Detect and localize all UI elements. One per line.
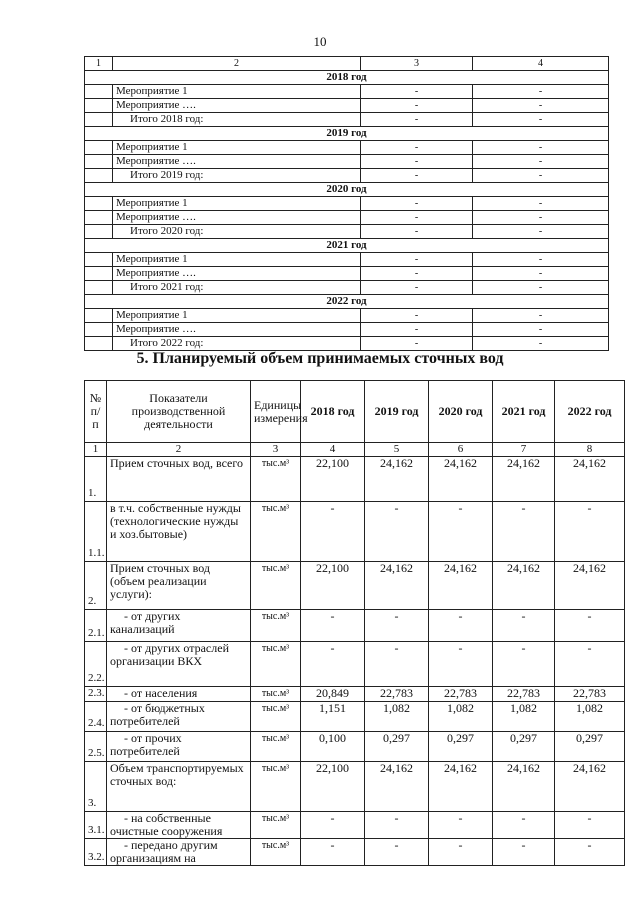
year-value: 1,082 bbox=[555, 702, 625, 732]
year-value: - bbox=[555, 812, 625, 839]
year-value: 0,100 bbox=[301, 732, 365, 762]
blank-cell bbox=[85, 85, 113, 99]
year-value: 22,783 bbox=[365, 687, 429, 702]
data-row bbox=[85, 562, 625, 610]
year-value: - bbox=[301, 642, 365, 687]
year-value: 24,162 bbox=[429, 457, 493, 502]
row-number: 1.1. bbox=[85, 502, 107, 562]
value-col3: - bbox=[361, 211, 473, 225]
year-value: - bbox=[365, 642, 429, 687]
value-col3: - bbox=[361, 267, 473, 281]
blank-cell bbox=[85, 113, 113, 127]
year-value: - bbox=[555, 642, 625, 687]
year-value: 0,297 bbox=[365, 732, 429, 762]
row-number: 2.5. bbox=[85, 732, 107, 762]
column-header: 2020 год bbox=[429, 381, 493, 443]
value-col3: - bbox=[361, 225, 473, 239]
unit-cell: тыс.м³ bbox=[251, 702, 301, 732]
year-value: - bbox=[429, 610, 493, 642]
activity-row bbox=[85, 267, 609, 281]
column-header: Показатели производственной деятельности bbox=[107, 381, 251, 443]
year-heading: 2021 год bbox=[85, 239, 609, 253]
year-value: - bbox=[555, 502, 625, 562]
year-value: - bbox=[493, 812, 555, 839]
data-row bbox=[85, 732, 625, 762]
row-number: 2.3. bbox=[85, 687, 107, 702]
row-number: 3.2. bbox=[85, 839, 107, 866]
year-row bbox=[85, 239, 609, 253]
column-number-cell: 1 bbox=[85, 443, 107, 457]
value-col4: - bbox=[473, 281, 609, 295]
year-value: - bbox=[301, 812, 365, 839]
blank-cell bbox=[85, 337, 113, 351]
value-col3: - bbox=[361, 323, 473, 337]
value-col3: - bbox=[361, 85, 473, 99]
value-col3: - bbox=[361, 113, 473, 127]
row-number: 1. bbox=[85, 457, 107, 502]
year-value: - bbox=[301, 502, 365, 562]
value-col3: - bbox=[361, 99, 473, 113]
column-number-cell: 2 bbox=[107, 443, 251, 457]
data-row bbox=[85, 610, 625, 642]
activity-name: Мероприятие 1 bbox=[113, 141, 361, 155]
activity-row bbox=[85, 113, 609, 127]
year-value: - bbox=[493, 839, 555, 866]
column-number-cell: 8 bbox=[555, 443, 625, 457]
blank-cell bbox=[85, 267, 113, 281]
value-col3: - bbox=[361, 337, 473, 351]
year-value: 22,783 bbox=[493, 687, 555, 702]
indicator-name: - передано другим организациям на bbox=[107, 839, 251, 866]
column-number-cell: 4 bbox=[301, 443, 365, 457]
year-value: 24,162 bbox=[493, 562, 555, 610]
year-value: 24,162 bbox=[429, 562, 493, 610]
activity-row bbox=[85, 85, 609, 99]
column-header: Единицы измерения bbox=[251, 381, 301, 443]
indicator-name: - от бюджетных потребителей bbox=[107, 702, 251, 732]
data-row bbox=[85, 457, 625, 502]
blank-cell bbox=[85, 169, 113, 183]
year-value: 0,297 bbox=[555, 732, 625, 762]
blank-cell bbox=[85, 99, 113, 113]
year-value: 24,162 bbox=[365, 762, 429, 812]
unit-cell: тыс.м³ bbox=[251, 642, 301, 687]
year-value: - bbox=[365, 839, 429, 866]
activity-row bbox=[85, 169, 609, 183]
activity-row bbox=[85, 99, 609, 113]
activity-row bbox=[85, 141, 609, 155]
unit-cell: тыс.м³ bbox=[251, 502, 301, 562]
year-value: - bbox=[365, 610, 429, 642]
year-value: - bbox=[301, 839, 365, 866]
indicator-name: - от других канализаций bbox=[107, 610, 251, 642]
column-number-row bbox=[85, 443, 625, 457]
column-header: 2018 год bbox=[301, 381, 365, 443]
year-heading: 2019 год bbox=[85, 127, 609, 141]
activity-row bbox=[85, 155, 609, 169]
data-row bbox=[85, 762, 625, 812]
activity-row bbox=[85, 309, 609, 323]
year-row bbox=[85, 71, 609, 85]
indicator-name: - от населения bbox=[107, 687, 251, 702]
unit-cell: тыс.м³ bbox=[251, 687, 301, 702]
year-value: 0,297 bbox=[429, 732, 493, 762]
column-number-cell: 3 bbox=[361, 57, 473, 71]
year-value: 22,100 bbox=[301, 562, 365, 610]
year-row bbox=[85, 295, 609, 309]
blank-cell bbox=[85, 309, 113, 323]
year-value: 24,162 bbox=[429, 762, 493, 812]
value-col4: - bbox=[473, 337, 609, 351]
data-row bbox=[85, 687, 625, 702]
value-col3: - bbox=[361, 169, 473, 183]
year-value: - bbox=[429, 642, 493, 687]
column-number-cell: 5 bbox=[365, 443, 429, 457]
column-number-cell: 1 bbox=[85, 57, 113, 71]
value-col4: - bbox=[473, 225, 609, 239]
blank-cell bbox=[85, 281, 113, 295]
year-value: 20,849 bbox=[301, 687, 365, 702]
value-col3: - bbox=[361, 253, 473, 267]
value-col4: - bbox=[473, 113, 609, 127]
value-col3: - bbox=[361, 197, 473, 211]
value-col4: - bbox=[473, 267, 609, 281]
activity-name: Мероприятие …. bbox=[113, 323, 361, 337]
unit-cell: тыс.м³ bbox=[251, 610, 301, 642]
year-row bbox=[85, 183, 609, 197]
value-col4: - bbox=[473, 211, 609, 225]
activity-name: Мероприятие 1 bbox=[113, 309, 361, 323]
blank-cell bbox=[85, 323, 113, 337]
year-value: - bbox=[493, 502, 555, 562]
year-value: - bbox=[301, 610, 365, 642]
unit-cell: тыс.м³ bbox=[251, 457, 301, 502]
value-col4: - bbox=[473, 309, 609, 323]
row-number: 2. bbox=[85, 562, 107, 610]
column-header: № п/п bbox=[85, 381, 107, 443]
activity-row bbox=[85, 281, 609, 295]
activity-name: Мероприятие 1 bbox=[113, 253, 361, 267]
activities-table bbox=[84, 56, 609, 351]
header-row bbox=[85, 381, 625, 443]
year-value: - bbox=[429, 812, 493, 839]
year-value: - bbox=[493, 610, 555, 642]
indicator-name: - от прочих потребителей bbox=[107, 732, 251, 762]
activity-name: Итого 2022 год: bbox=[113, 337, 361, 351]
year-value: 1,082 bbox=[493, 702, 555, 732]
year-heading: 2020 год bbox=[85, 183, 609, 197]
header-row bbox=[85, 57, 609, 71]
unit-cell: тыс.м³ bbox=[251, 762, 301, 812]
data-row bbox=[85, 502, 625, 562]
year-value: 1,151 bbox=[301, 702, 365, 732]
year-value: 22,100 bbox=[301, 762, 365, 812]
activity-name: Итого 2020 год: bbox=[113, 225, 361, 239]
blank-cell bbox=[85, 141, 113, 155]
row-number: 3. bbox=[85, 762, 107, 812]
year-row bbox=[85, 127, 609, 141]
activity-row bbox=[85, 225, 609, 239]
activity-name: Мероприятие …. bbox=[113, 211, 361, 225]
wastewater-volume-table bbox=[84, 380, 625, 866]
indicator-name: в т.ч. собственные нужды (технологические нужды и хоз.бытовые) bbox=[107, 502, 251, 562]
year-value: 24,162 bbox=[555, 562, 625, 610]
year-value: - bbox=[429, 502, 493, 562]
column-number-cell: 7 bbox=[493, 443, 555, 457]
year-value: - bbox=[493, 642, 555, 687]
year-value: - bbox=[365, 502, 429, 562]
activity-row bbox=[85, 211, 609, 225]
year-value: 24,162 bbox=[493, 457, 555, 502]
year-value: 24,162 bbox=[493, 762, 555, 812]
data-row bbox=[85, 812, 625, 839]
data-row bbox=[85, 702, 625, 732]
column-header: 2022 год bbox=[555, 381, 625, 443]
activity-name: Мероприятие …. bbox=[113, 155, 361, 169]
blank-cell bbox=[85, 155, 113, 169]
indicator-name: - от других отраслей организации ВКХ bbox=[107, 642, 251, 687]
column-header: 2021 год bbox=[493, 381, 555, 443]
row-number: 3.1. bbox=[85, 812, 107, 839]
value-col4: - bbox=[473, 169, 609, 183]
column-number-cell: 3 bbox=[251, 443, 301, 457]
blank-cell bbox=[85, 253, 113, 267]
year-value: 24,162 bbox=[365, 457, 429, 502]
blank-cell bbox=[85, 197, 113, 211]
row-number: 2.4. bbox=[85, 702, 107, 732]
unit-cell: тыс.м³ bbox=[251, 812, 301, 839]
value-col4: - bbox=[473, 155, 609, 169]
value-col3: - bbox=[361, 155, 473, 169]
indicator-name: Объем транспортируемых сточных вод: bbox=[107, 762, 251, 812]
year-value: 1,082 bbox=[429, 702, 493, 732]
page-number: 10 bbox=[313, 34, 327, 49]
indicator-name: Прием сточных вод (объем реализации услуги): bbox=[107, 562, 251, 610]
activity-row bbox=[85, 337, 609, 351]
blank-cell bbox=[85, 211, 113, 225]
row-number: 2.2. bbox=[85, 642, 107, 687]
year-heading: 2022 год bbox=[85, 295, 609, 309]
year-value: 22,783 bbox=[555, 687, 625, 702]
year-value: 22,100 bbox=[301, 457, 365, 502]
activity-name: Мероприятие …. bbox=[113, 267, 361, 281]
unit-cell: тыс.м³ bbox=[251, 562, 301, 610]
year-value: - bbox=[555, 839, 625, 866]
activity-row bbox=[85, 253, 609, 267]
activity-name: Мероприятие 1 bbox=[113, 85, 361, 99]
year-value: 0,297 bbox=[493, 732, 555, 762]
value-col4: - bbox=[473, 99, 609, 113]
year-value: 24,162 bbox=[555, 457, 625, 502]
column-number-cell: 2 bbox=[113, 57, 361, 71]
activity-name: Итого 2021 год: bbox=[113, 281, 361, 295]
section-title: 5. Планируемый объем принимаемых сточных вод bbox=[136, 350, 504, 367]
year-value: - bbox=[429, 839, 493, 866]
data-row bbox=[85, 642, 625, 687]
activity-row bbox=[85, 323, 609, 337]
value-col3: - bbox=[361, 141, 473, 155]
value-col4: - bbox=[473, 141, 609, 155]
column-number-cell: 6 bbox=[429, 443, 493, 457]
unit-cell: тыс.м³ bbox=[251, 732, 301, 762]
row-number: 2.1. bbox=[85, 610, 107, 642]
indicator-name: - на собственные очистные сооружения bbox=[107, 812, 251, 839]
value-col4: - bbox=[473, 85, 609, 99]
year-value: 24,162 bbox=[555, 762, 625, 812]
indicator-name: Прием сточных вод, всего bbox=[107, 457, 251, 502]
value-col3: - bbox=[361, 281, 473, 295]
data-row bbox=[85, 839, 625, 866]
value-col3: - bbox=[361, 309, 473, 323]
value-col4: - bbox=[473, 323, 609, 337]
blank-cell bbox=[85, 225, 113, 239]
year-value: 24,162 bbox=[365, 562, 429, 610]
activity-row bbox=[85, 197, 609, 211]
year-value: - bbox=[555, 610, 625, 642]
unit-cell: тыс.м³ bbox=[251, 839, 301, 866]
column-number-cell: 4 bbox=[473, 57, 609, 71]
value-col4: - bbox=[473, 197, 609, 211]
value-col4: - bbox=[473, 253, 609, 267]
activity-name: Итого 2019 год: bbox=[113, 169, 361, 183]
column-header: 2019 год bbox=[365, 381, 429, 443]
year-value: 1,082 bbox=[365, 702, 429, 732]
year-value: - bbox=[365, 812, 429, 839]
year-value: 22,783 bbox=[429, 687, 493, 702]
activity-name: Мероприятие …. bbox=[113, 99, 361, 113]
activity-name: Итого 2018 год: bbox=[113, 113, 361, 127]
year-heading: 2018 год bbox=[85, 71, 609, 85]
activity-name: Мероприятие 1 bbox=[113, 197, 361, 211]
